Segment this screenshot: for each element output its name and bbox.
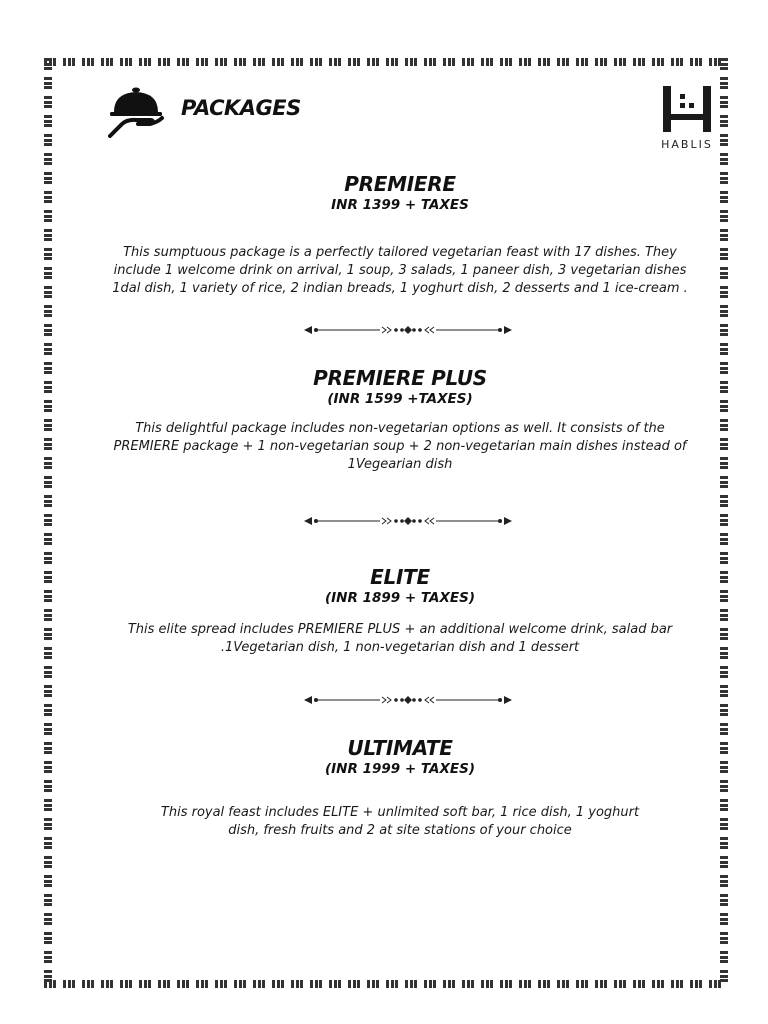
ornamental-divider	[300, 323, 516, 337]
page-title: PACKAGES	[181, 96, 301, 120]
border-bottom	[44, 980, 728, 988]
hablis-logo-icon	[659, 84, 715, 134]
cloche-serving-icon	[108, 86, 164, 138]
package-ultimate	[100, 736, 700, 840]
package-description: This sumptuous package is a perfectly tailored vegetarian feast with 17 dishes. They include 1 welcome drink on arrival, 1 soup, 3 salads, 1 paneer dish, 3 vegetarian dishes 1dal dish, 1 variety of rice, 2 indian breads, 1 yoghurt dish, 2 desserts and 1 ice-cream .	[112, 245, 688, 296]
border-left	[44, 58, 52, 988]
ornamental-divider	[300, 514, 516, 528]
package-premiere-plus	[100, 366, 700, 474]
package-price: INR 1399 + TAXES	[331, 197, 469, 213]
package-premiere	[100, 172, 700, 298]
package-description: This delightful package includes non-vegetarian options as well. It consists of the PREMIERE package + 1 non-vegetarian soup + 2 non-vegetarian main dishes instead of 1Vegearian dish	[113, 421, 687, 472]
package-name: PREMIERE PLUS	[313, 366, 487, 390]
package-elite	[100, 565, 700, 657]
ornamental-divider	[300, 693, 516, 707]
package-price: (INR 1599 +TAXES)	[327, 391, 473, 407]
package-name: ELITE	[370, 565, 430, 589]
package-description: This elite spread includes PREMIERE PLUS + an additional welcome drink, salad bar .1Vegetarian dish, 1 non-vegetarian dish and 1 dessert	[127, 622, 673, 655]
package-price: (INR 1999 + TAXES)	[324, 761, 475, 777]
package-name: ULTIMATE	[347, 736, 453, 760]
border-right	[720, 58, 728, 988]
package-name: PREMIERE	[344, 172, 456, 196]
package-description: This royal feast includes ELITE + unlimited soft bar, 1 rice dish, 1 yoghurt dish, fresh fruits and 2 at site stations of your choice	[160, 805, 640, 838]
hablis-logo	[655, 84, 719, 154]
package-price: (INR 1899 + TAXES)	[324, 590, 475, 606]
logo-wordmark: HABLIS	[661, 138, 713, 151]
border-top	[44, 58, 728, 66]
